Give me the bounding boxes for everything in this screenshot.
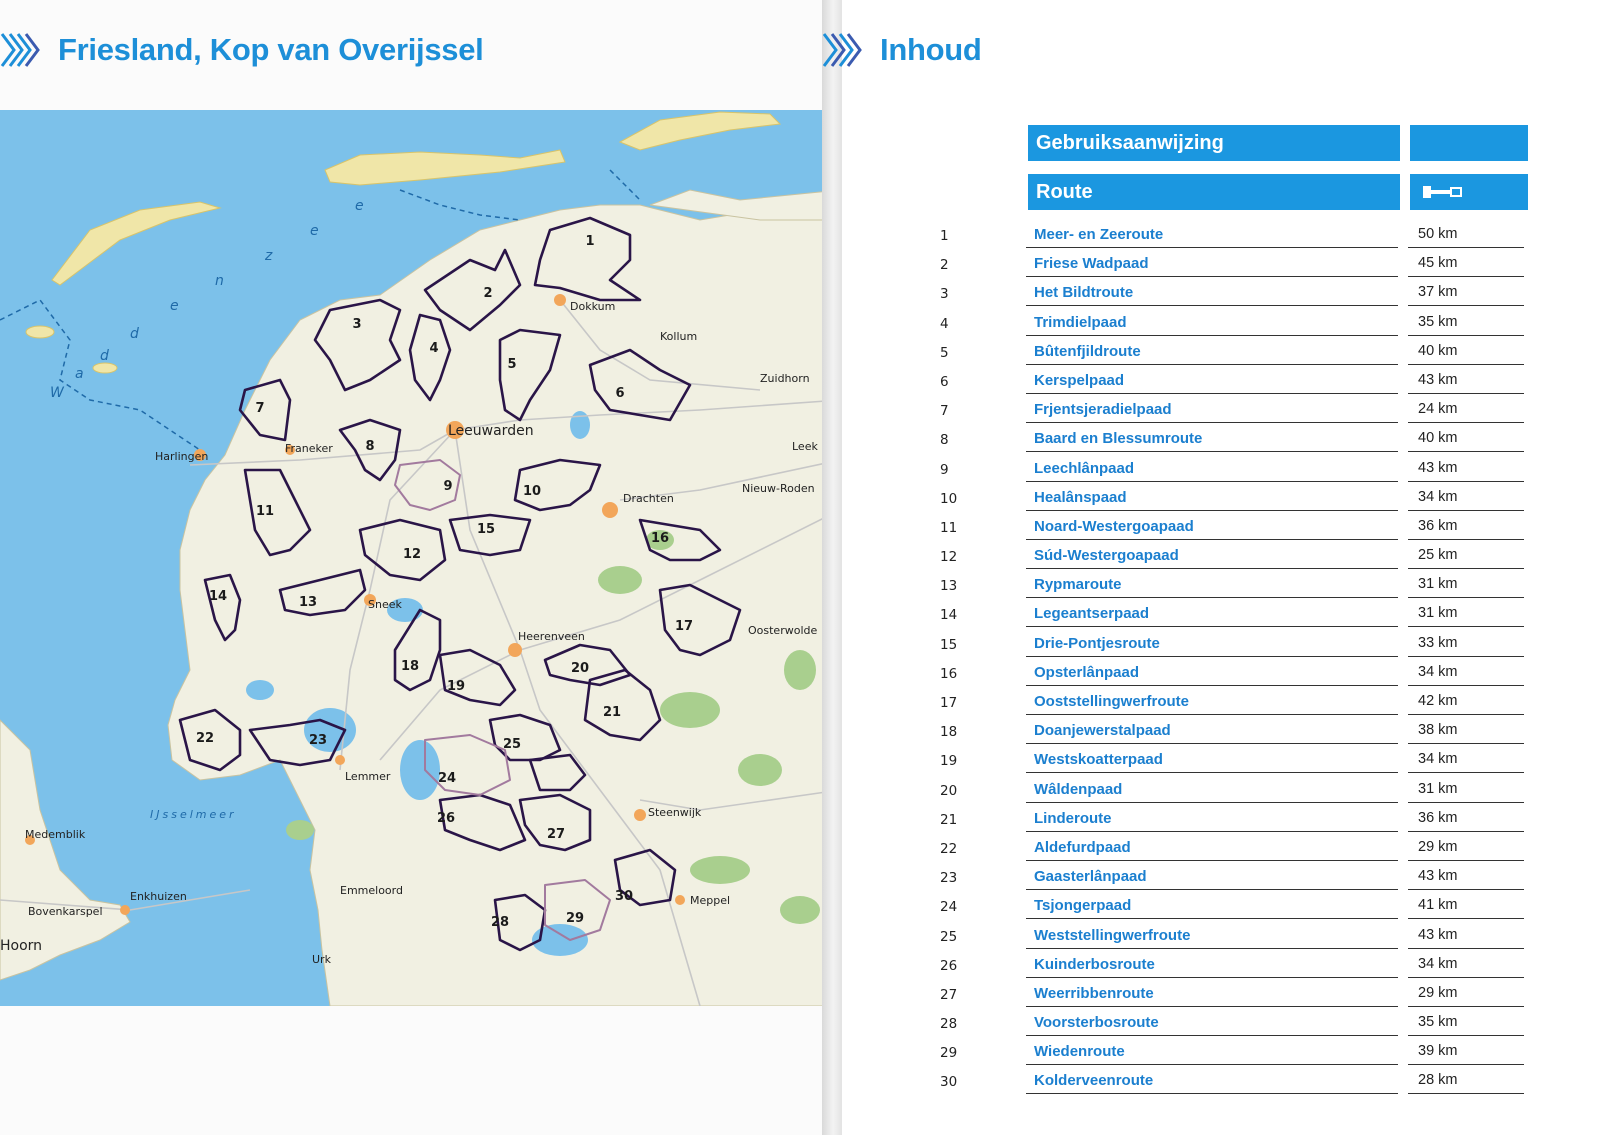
route-number: 6 (940, 373, 949, 390)
route-name: Linderoute (1026, 810, 1398, 832)
route-number-label: 13 (298, 595, 318, 610)
route-row (940, 981, 1540, 1010)
route-number: 15 (940, 636, 958, 653)
route-distance: 25 km (1408, 547, 1524, 569)
route-number: 24 (940, 899, 958, 916)
route-number-label: 28 (490, 915, 510, 930)
route-distance: 24 km (1408, 401, 1524, 423)
chevron-triple-icon (822, 30, 870, 70)
route-row (940, 952, 1540, 981)
route-distance: 41 km (1408, 897, 1524, 919)
route-number-label: 1 (585, 234, 595, 249)
route-distance: 38 km (1408, 722, 1524, 744)
route-name: Opsterlânpaad (1026, 664, 1398, 686)
route-number: 5 (940, 344, 949, 361)
route-number-label: 5 (507, 357, 517, 372)
route-row (940, 310, 1540, 339)
route-distance: 29 km (1408, 985, 1524, 1007)
route-name: Ooststellingwerfroute (1026, 693, 1398, 715)
route-name: Rypmaroute (1026, 576, 1398, 598)
route-row (940, 222, 1540, 251)
map-heading (0, 30, 483, 70)
route-row (940, 1068, 1540, 1097)
route-distance: 43 km (1408, 868, 1524, 890)
route-number: 26 (940, 957, 958, 974)
route-row (940, 923, 1540, 952)
route-name: Aldefurdpaad (1026, 839, 1398, 861)
place-label: Kollum (660, 330, 698, 343)
route-distance: 39 km (1408, 1043, 1524, 1065)
route-name: Het Bildtroute (1026, 284, 1398, 306)
route-name: Friese Wadpaad (1026, 255, 1398, 277)
route-row (940, 1010, 1540, 1039)
route-row (940, 426, 1540, 455)
route-number-label: 20 (570, 661, 590, 676)
route-distance: 50 km (1408, 226, 1524, 248)
route-distance: 35 km (1408, 314, 1524, 336)
route-distance: 34 km (1408, 489, 1524, 511)
route-name: Wâldenpaad (1026, 781, 1398, 803)
route-row (940, 514, 1540, 543)
distance-header-bar (1410, 174, 1528, 210)
waddenzee-letter: n (215, 273, 224, 289)
route-name: Baard en Blessumroute (1026, 430, 1398, 452)
route-number-label: 29 (565, 911, 585, 926)
place-label: Medemblik (25, 828, 86, 841)
route-number: 21 (940, 811, 958, 828)
route-row (940, 806, 1540, 835)
route-name: Weerribbenroute (1026, 985, 1398, 1007)
route-number: 10 (940, 490, 958, 507)
gebruiksaanwijzing-bar (1028, 125, 1400, 161)
route-name: Trimdielpaad (1026, 314, 1398, 336)
route-distance: 31 km (1408, 576, 1524, 598)
place-label: Steenwijk (648, 806, 702, 819)
route-name: Gaasterlânpaad (1026, 868, 1398, 890)
route-name: Bûtenfjildroute (1026, 343, 1398, 365)
route-number-label: 3 (352, 317, 362, 332)
place-label: Urk (312, 953, 331, 966)
place-label: Emmeloord (340, 884, 403, 897)
route-row (940, 339, 1540, 368)
route-row (940, 280, 1540, 309)
place-label: Oosterwolde (748, 624, 818, 637)
route-number: 18 (940, 724, 958, 741)
waddenzee-letter: W (50, 385, 64, 401)
waddenzee-letter: z (265, 248, 273, 264)
route-distance: 33 km (1408, 635, 1524, 657)
place-label: Dokkum (570, 300, 616, 313)
route-number-label: 2 (483, 286, 493, 301)
map-title: Friesland, Kop van Overijssel (58, 32, 484, 67)
route-number: 14 (940, 607, 958, 624)
route-distance: 34 km (1408, 751, 1524, 773)
route-row (940, 251, 1540, 280)
route-number-label: 9 (443, 479, 453, 494)
route-number-label: 25 (502, 737, 522, 752)
lake (246, 680, 274, 700)
route-distance: 43 km (1408, 372, 1524, 394)
route-name: Kolderveenroute (1026, 1072, 1398, 1094)
route-row (940, 718, 1540, 747)
route-name: Meer- en Zeeroute (1026, 226, 1398, 248)
route-number-label: 8 (365, 439, 375, 454)
route-number-label: 24 (437, 771, 457, 786)
route-distance: 40 km (1408, 430, 1524, 452)
small-island (93, 363, 117, 373)
place-label: Drachten (623, 492, 674, 505)
route-row (940, 689, 1540, 718)
route-row (940, 631, 1540, 660)
place-label: Lemmer (345, 770, 391, 783)
route-name: Healânspaad (1026, 489, 1398, 511)
waddenzee-letter: a (75, 366, 84, 382)
route-number: 19 (940, 753, 958, 770)
route-number: 4 (940, 315, 949, 332)
route-name: Tsjongerpaad (1026, 897, 1398, 919)
place-label: Harlingen (155, 450, 209, 463)
route-distance: 42 km (1408, 693, 1524, 715)
route-row (940, 1039, 1540, 1068)
route-number-label: 26 (436, 811, 456, 826)
route-distance: 31 km (1408, 605, 1524, 627)
contents-title: Inhoud (880, 32, 982, 67)
route-distance: 34 km (1408, 956, 1524, 978)
route-distance: 35 km (1408, 1014, 1524, 1036)
route-row (940, 835, 1540, 864)
contents-heading (822, 30, 982, 70)
route-number-label: 30 (614, 889, 634, 904)
route-number-label: 14 (208, 589, 228, 604)
route-number-label: 19 (446, 679, 466, 694)
route-header-label: Route (1036, 180, 1093, 203)
route-row (940, 601, 1540, 630)
route-row (940, 397, 1540, 426)
route-number: 8 (940, 432, 949, 449)
route-number: 9 (940, 461, 949, 478)
waddenzee-letter: e (310, 223, 319, 239)
route-distance: 31 km (1408, 781, 1524, 803)
route-number: 11 (940, 519, 958, 536)
route-number-label: 10 (522, 484, 542, 499)
route-number-label: 17 (674, 619, 694, 634)
waddenzee-letter: e (170, 298, 179, 314)
waddenzee-letter: d (130, 326, 139, 342)
place-label: Hoorn (0, 938, 43, 954)
route-number: 28 (940, 1016, 958, 1033)
route-number: 1 (940, 228, 949, 244)
route-number: 25 (940, 928, 958, 945)
small-island (26, 326, 54, 338)
route-name: Drie-Pontjesroute (1026, 635, 1398, 657)
route-number-label: 15 (476, 522, 496, 537)
route-row (940, 572, 1540, 601)
route-distance: 43 km (1408, 460, 1524, 482)
route-number: 17 (940, 695, 958, 711)
route-name: Voorsterbosroute (1026, 1014, 1398, 1036)
route-number: 30 (940, 1074, 958, 1091)
route-number-label: 22 (195, 731, 215, 746)
route-distance: 40 km (1408, 343, 1524, 365)
region-map (0, 110, 840, 1006)
route-distance: 34 km (1408, 664, 1524, 686)
place-label: Franeker (285, 442, 333, 455)
route-name: Frjentsjeradielpaad (1026, 401, 1398, 423)
route-number-label: 4 (429, 341, 439, 356)
route-distance: 28 km (1408, 1072, 1524, 1094)
route-number: 12 (940, 549, 958, 566)
route-name: Kerspelpaad (1026, 372, 1398, 394)
place-label: Sneek (368, 598, 402, 611)
route-number-label: 21 (602, 705, 622, 720)
route-name: Leechlânpaad (1026, 460, 1398, 482)
route-distance: 36 km (1408, 810, 1524, 832)
route-distance: 43 km (1408, 927, 1524, 949)
route-name: Wiedenroute (1026, 1043, 1398, 1065)
route-number: 3 (940, 286, 949, 303)
route-list (940, 222, 1540, 1098)
route-number: 23 (940, 870, 958, 887)
route-row (940, 777, 1540, 806)
route-row (940, 543, 1540, 572)
route-number-label: 16 (650, 531, 670, 546)
route-number: 13 (940, 578, 958, 595)
route-number: 2 (940, 257, 949, 274)
route-name: Kuinderbosroute (1026, 956, 1398, 978)
route-row (940, 893, 1540, 922)
route-number: 27 (940, 986, 958, 1003)
route-row (940, 368, 1540, 397)
route-distance: 36 km (1408, 518, 1524, 540)
route-name: Doanjewerstalpaad (1026, 722, 1398, 744)
route-number-label: 11 (255, 504, 275, 519)
route-gauge-icon (1422, 182, 1466, 202)
route-row (940, 660, 1540, 689)
route-row (940, 485, 1540, 514)
gebruiksaanwijzing-bar-right (1410, 125, 1528, 161)
route-number-label: 7 (255, 401, 265, 416)
place-label: Leeuwarden (448, 423, 534, 439)
route-name: Legeantserpaad (1026, 605, 1398, 627)
place-label: Enkhuizen (130, 890, 187, 903)
route-name: Noard-Westergoapaad (1026, 518, 1398, 540)
route-name: Weststellingwerfroute (1026, 927, 1398, 949)
route-number-label: 6 (615, 386, 625, 401)
route-number: 16 (940, 665, 958, 682)
waddenzee-letter: d (100, 348, 109, 364)
waddenzee-letter: e (355, 198, 364, 214)
place-label: Meppel (690, 894, 731, 907)
route-name: Súd-Westergoapaad (1026, 547, 1398, 569)
route-row (940, 747, 1540, 776)
route-number-label: 23 (308, 733, 328, 748)
route-distance: 45 km (1408, 255, 1524, 277)
route-number: 7 (940, 403, 949, 420)
route-name: Westskoatterpaad (1026, 751, 1398, 773)
route-row (940, 456, 1540, 485)
route-distance: 37 km (1408, 284, 1524, 306)
route-number: 20 (940, 782, 958, 799)
place-label: Zuidhorn (760, 372, 810, 385)
route-number-label: 27 (546, 827, 566, 842)
route-header-bar (1028, 174, 1400, 210)
route-number-label: 12 (402, 547, 422, 562)
chevron-triple-icon (0, 30, 48, 70)
route-row (940, 864, 1540, 893)
gebruiksaanwijzing-label: Gebruiksaanwijzing (1036, 131, 1224, 154)
route-number-label: 18 (400, 659, 420, 674)
route-number: 22 (940, 840, 958, 857)
place-label: Heerenveen (518, 630, 585, 643)
place-label: Bovenkarspel (28, 905, 103, 918)
place-label: Nieuw-Roden (742, 482, 815, 495)
route-number: 29 (940, 1045, 958, 1062)
place-label: Leek (792, 440, 818, 453)
route-distance: 29 km (1408, 839, 1524, 861)
ijsselmeer-label: IJsselmeer (150, 808, 237, 821)
lake (400, 740, 440, 800)
